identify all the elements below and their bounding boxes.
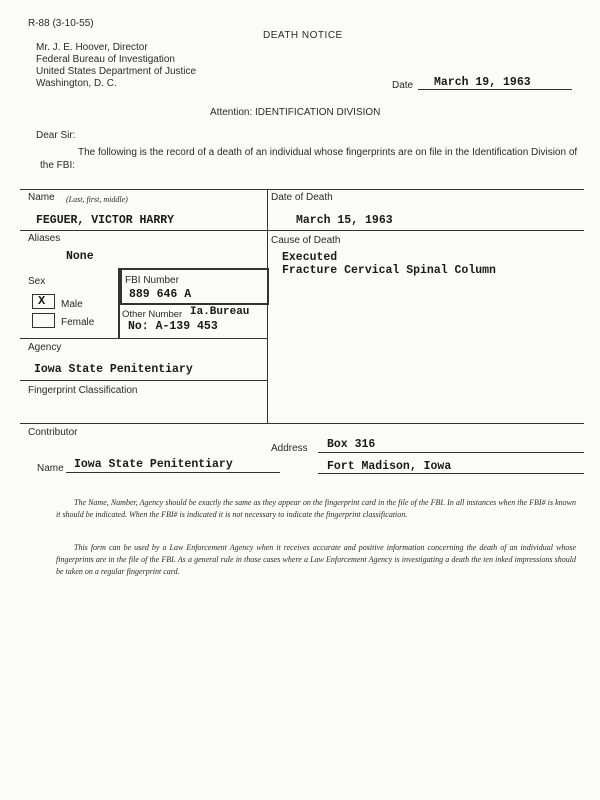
agency-value: Iowa State Penitentiary [34, 363, 193, 376]
fbi-number-label: FBI Number [125, 275, 179, 286]
salutation: Dear Sir: [36, 130, 76, 141]
aliases-label: Aliases [28, 233, 61, 244]
contributor-name-value: Iowa State Penitentiary [74, 458, 233, 471]
female-label: Female [61, 317, 95, 328]
other-number-value-2: No: A-139 453 [128, 320, 218, 333]
agency-label: Agency [28, 342, 62, 353]
page-title: DEATH NOTICE [263, 30, 343, 41]
fingerprint-classification-label: Fingerprint Classification [28, 385, 138, 396]
address-label: Address [271, 443, 308, 454]
date-underline [418, 89, 572, 90]
cause-of-death-line-2: Fracture Cervical Spinal Column [282, 264, 496, 277]
recipient-line-1: Mr. J. E. Hoover, Director [36, 42, 148, 53]
name-value: FEGUER, VICTOR HARRY [36, 214, 175, 227]
female-checkbox[interactable] [32, 313, 55, 328]
aliases-value: None [66, 250, 94, 263]
recipient-line-4: Washington, D. C. [36, 78, 117, 89]
male-label: Male [61, 299, 83, 310]
male-checkbox[interactable] [32, 294, 55, 309]
row-divider-3 [20, 380, 268, 381]
address-line-1: Box 316 [327, 438, 376, 451]
contributor-label: Contributor [28, 427, 78, 438]
name-label: Name [28, 192, 55, 203]
date-of-death-label: Date of Death [271, 192, 333, 203]
contributor-name-label: Name [37, 463, 64, 474]
row-divider-2 [20, 338, 268, 339]
date-label: Date [392, 80, 414, 91]
other-number-value-1: Ia.Bureau [190, 306, 250, 318]
recipient-line-3: United States Department of Justice [36, 66, 197, 77]
date-of-death-value: March 15, 1963 [296, 214, 393, 227]
address-underline-2 [318, 473, 584, 474]
male-check-mark: X [38, 294, 46, 308]
fbi-number-box [120, 268, 269, 305]
address-underline-1 [318, 452, 584, 453]
date-value: March 19, 1963 [434, 76, 531, 89]
form-number: R-88 (3-10-55) [28, 18, 94, 29]
other-number-label: Other Number [122, 309, 183, 320]
address-line-2: Fort Madison, Iowa [327, 460, 452, 473]
cause-of-death-line-1: Executed [282, 251, 338, 264]
attention-line: Attention: IDENTIFICATION DIVISION [210, 107, 381, 118]
recipient-line-2: Federal Bureau of Investigation [36, 54, 175, 65]
instructions-paragraph-2: This form can be used by a Law Enforcement Agency when it receives accurate and positive information concerning the death of an individual whose fingerprints are in the file of the FBI. As a general rule in those cases where a Law Enforcement Agency is investigating a death the ten inked impressions should be taken on a regular fingerprint card. [56, 543, 576, 576]
contributor-name-underline [66, 472, 280, 473]
row-divider-1 [20, 230, 584, 231]
instructions-paragraph-1: The Name, Number, Agency should be exactly the same as they appear on the fingerprint card in the file of the FBI. In all instances when the FBI# is known it should be indicated. When the FBI# is indicated it is not necessary to indicate the fingerprint classification. [56, 498, 576, 519]
record-bottom-border [20, 423, 584, 424]
sex-label: Sex [28, 276, 46, 287]
fbi-box-left-border [118, 268, 120, 338]
cause-of-death-label: Cause of Death [271, 235, 341, 246]
name-hint: (Last, first, middle) [66, 195, 128, 204]
record-center-divider [267, 189, 268, 423]
intro-paragraph: The following is the record of a death of an individual whose fingerprints are on file in the Identification Division of the FBI: [40, 147, 578, 171]
fbi-number-value: 889 646 A [129, 288, 192, 301]
record-top-border [20, 189, 584, 190]
